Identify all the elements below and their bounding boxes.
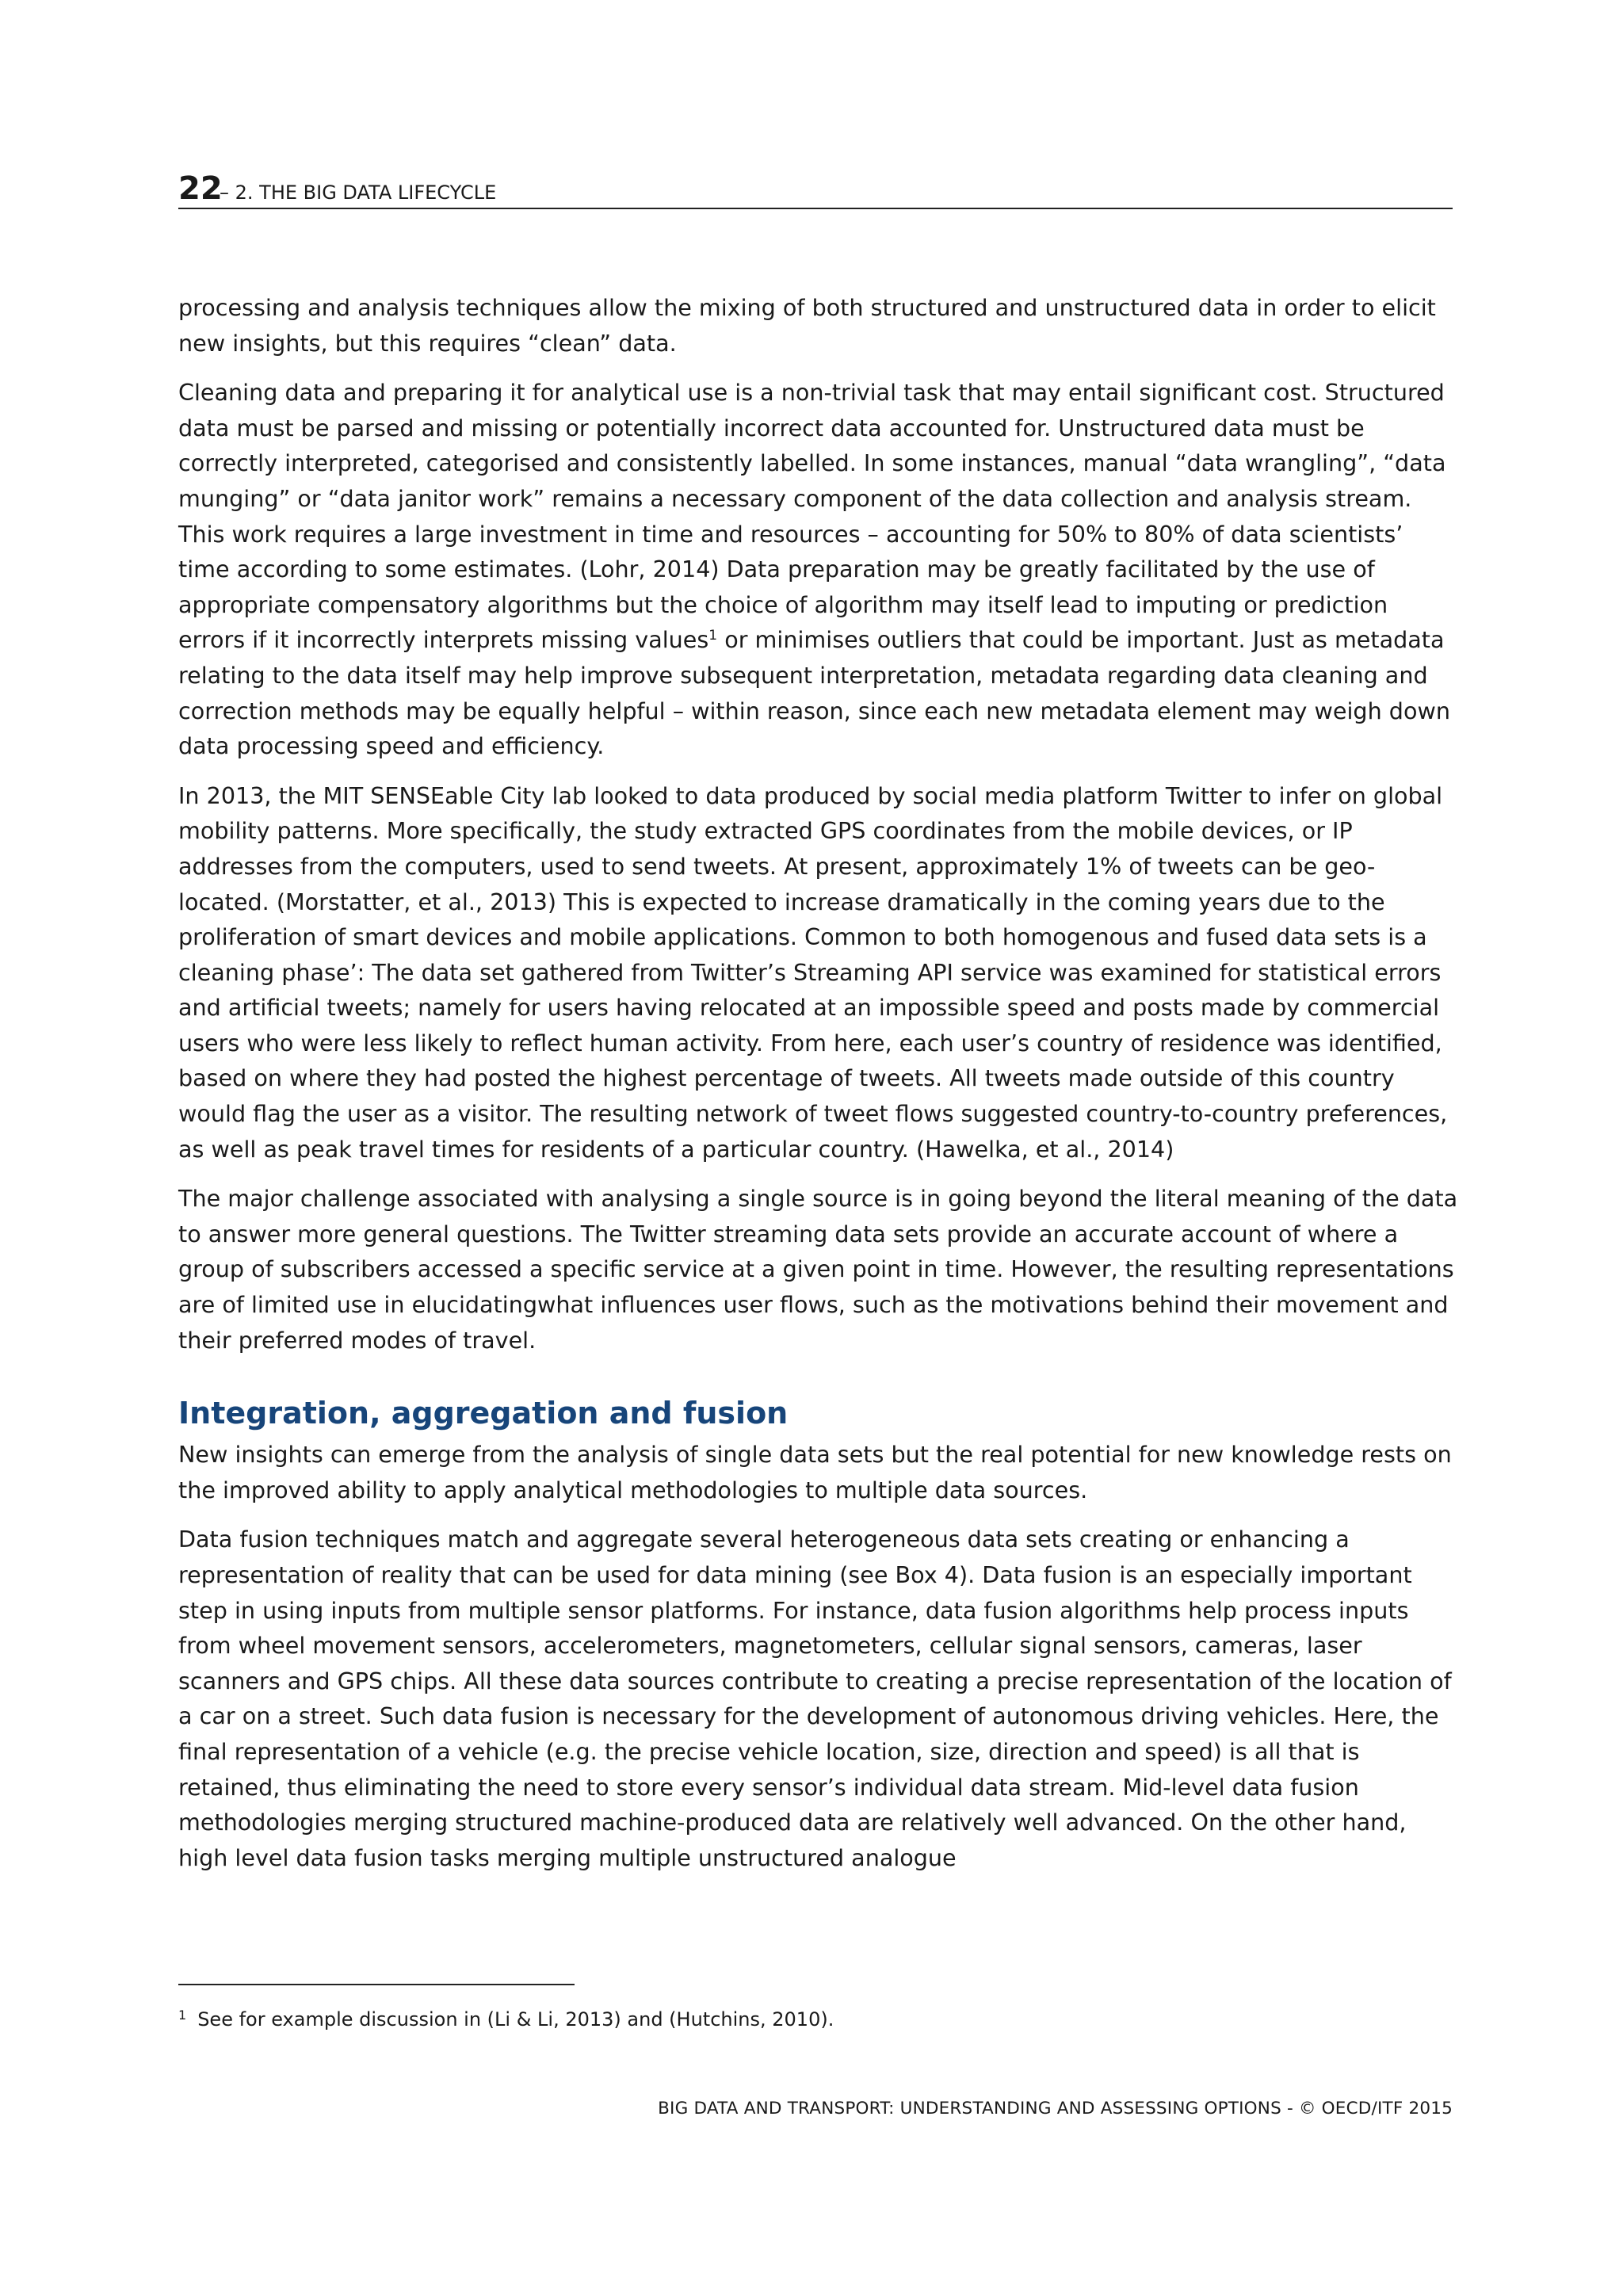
paragraph-major-challenge: The major challenge associated with analysing a single source is in going beyond the literal meaning of the data to answer more general questions. The Twitter streaming data sets provide an accurate account of where a group of subscribers accessed a specific service at a given point in time. However, the resulting representations are of limited use in elucidatingwhat influences user flows, such as the motivations behind their movement and their preferred modes of travel. <box>178 1185 1458 1354</box>
paragraph-text: Cleaning data and preparing it for analytical use is a non-trivial task that may entail significant cost. Structured data must be parsed and missing or potentially incorrect data accounted for. Unstructured data must be correctly interpreted, categorised and consistently labelled. In some instances, manual “data wrangling”, “data munging” or “data janitor work” remains a necessary component of the data collection and analysis stream. This work requires a large investment in time and resources – accounting for 50% to 80% of data scientists’ time according to some estimates. (Lohr, 2014) Data preparation may be greatly facilitated by the use of appropriate compensatory algorithms but the choice of algorithm may itself lead to imputing or prediction errors if it incorrectly interprets missing values <box>178 379 1446 654</box>
footnote-divider <box>178 1984 575 1985</box>
paragraph-data-cleaning <box>178 375 1458 764</box>
paragraph-intro: processing and analysis techniques allow the mixing of both structured and unstructured data in order to elicit new insights, but this requires “clean” data. <box>178 294 1436 357</box>
paragraph-text: or minimises outliers that could be important. Just as metadata relating to the data itself may help improve subsequent interpretation, metadata regarding data cleaning and correction methods may be equally helpful – within reason, since each new metadata element may weigh down data processing speed and efficiency. <box>178 626 1450 760</box>
chapter-title: – 2. THE BIG DATA LIFECYCLE <box>220 181 497 204</box>
footnote-text: See for example discussion in (Li & Li, 2013) and (Hutchins, 2010). <box>197 2008 834 2030</box>
page-header <box>178 170 1453 209</box>
footnote <box>178 2008 834 2031</box>
paragraph-data-fusion: Data fusion techniques match and aggregate several heterogeneous data sets creating or enhancing a representation of reality that can be used for data mining (see Box 4). Data fusion is an especially important step in using inputs from multiple sensor platforms. For instance, data fusion algorithms help process inputs from wheel movement sensors, accelerometers, magnetometers, cellular signal sensors, cameras, laser scanners and GPS chips. All these data sources contribute to creating a precise representation of the location of a car on a street. Such data fusion is necessary for the development of autonomous driving vehicles. Here, the final representation of a vehicle (e.g. the precise vehicle location, size, direction and speed) is all that is retained, thus eliminating the need to store every sensor’s individual data stream. Mid-level data fusion methodologies merging structured machine-produced data are relatively well advanced. On the other hand, high level data fusion tasks merging multiple unstructured analogue <box>178 1526 1452 1871</box>
footnote-reference: 1 <box>708 628 718 644</box>
footnote-mark: 1 <box>178 2008 187 2023</box>
body-text <box>178 290 1458 1889</box>
paragraph-mit-twitter: In 2013, the MIT SENSEable City lab looked to data produced by social media platform Twitter to infer on global mobility patterns. More specifically, the study extracted GPS coordinates from the mobile devices, or IP addresses from the computers, used to send tweets. At present, approximately 1% of tweets can be geo-located. (Morstatter, et al., 2013) This is expected to increase dramatically in the coming years due to the proliferation of smart devices and mobile applications. Common to both homogenous and fused data sets is a cleaning phase’: The data set gathered from Twitter’s Streaming API service was examined for statistical errors and artificial tweets; namely for users having relocated at an impossible speed and posts made by commercial users who were less likely to reflect human activity. From here, each user’s country of residence was identified, based on where they had posted the highest percentage of tweets. All tweets made outside of this country would flag the user as a visitor. The resulting network of tweet flows suggested country-to-country preferences, as well as peak travel times for residents of a particular country. (Hawelka, et al., 2014) <box>178 781 1448 1163</box>
section-heading: Integration, aggregation and fusion <box>178 1396 789 1431</box>
paragraph-new-insights: New insights can emerge from the analysis of single data sets but the real potential for new knowledge rests on the improved ability to apply analytical methodologies to multiple data sources. <box>178 1441 1452 1503</box>
page-number: 22 <box>178 170 223 207</box>
page-footer: BIG DATA AND TRANSPORT: UNDERSTANDING AND ASSESSING OPTIONS - © OECD/ITF 2015 <box>658 2099 1453 2118</box>
